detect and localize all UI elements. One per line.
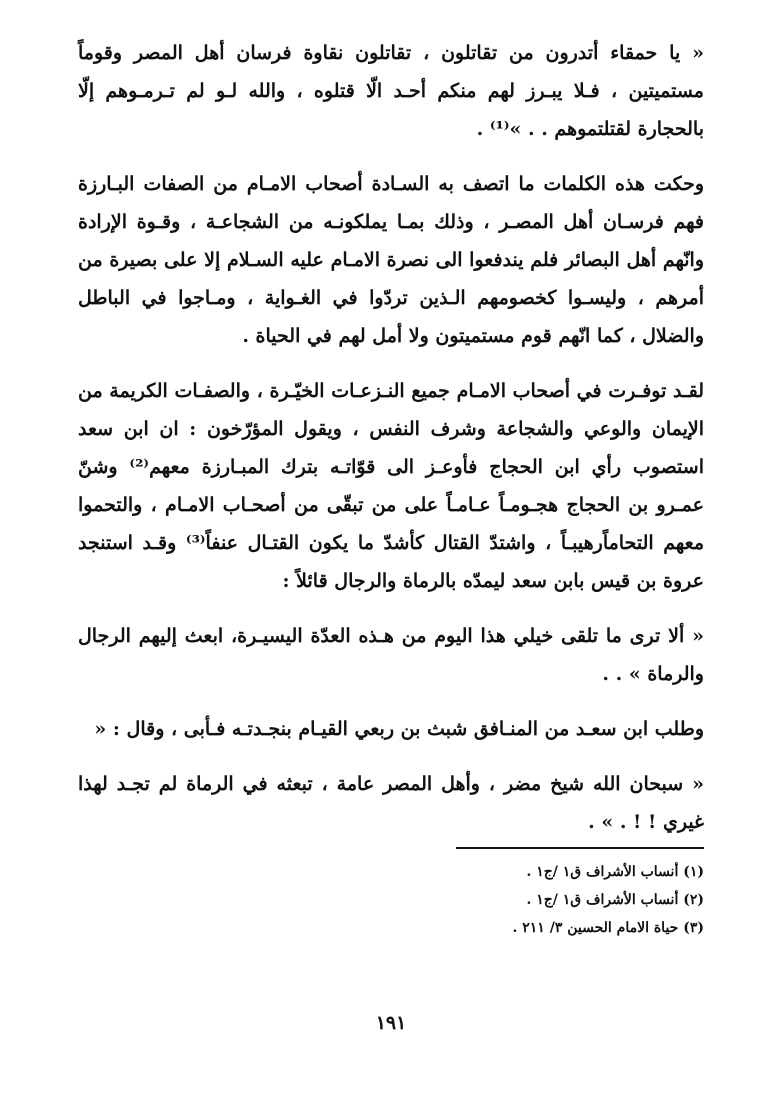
quote-paragraph-4: « ألا ترى ما تلقى خيلي هذا اليوم من هـذه العدّة اليسيـرة، ابعث إليهم الرجال والرماة » . . <box>78 625 704 685</box>
paragraph-2: وحكت هذه الكلمات ما اتصف به السـادة أصحاب الامـام من الصفات البـارزة فهم فرسـان أهل المصـر ، وذلك بمـا يملكونـه من الشجاعـة ، وقـوة الإرادة وانّهم أهل البصائر فلم يندفعوا الى نصرة الامـام عليه السـلام إلا على بصيرة من أمرهم ، وليسـوا كخصومهم الـذين تردّوا في الغـواية ، ومـاجوا في الباطل والضلال ، كما انّهم قوم مستميتون ولا أمل لهم في الحياة . <box>78 173 705 347</box>
footnote-1: (١) أنساب الأشراف ق١ /ج١ . <box>526 864 704 880</box>
footnote-3: (٣) حياة الامام الحسين ٣/ ٢١١ . <box>512 920 704 936</box>
quote-paragraph-1: « يا حمقاء أتدرون من تقاتلون ، تقاتلون نقاوة فرسان أهل المصر وقوماً مستميتين ، فـلا يبـرز لهم منكم أحـد الّا قتلوه ، والله لـو لم تـرمـوهم إلّا بالحجارة لقتلتموهم . . »⁽¹⁾ . <box>78 42 704 140</box>
footnotes <box>284 858 704 942</box>
footnote-2: (٢) أنساب الأشراف ق١ /ج١ . <box>526 892 704 908</box>
paragraph-3: لقـد توفـرت في أصحاب الامـام جميع النـزعـات الخيّـرة ، والصفـات الكريمة من الإيمان والوعي والشجاعة وشرف النفس ، ويقول المؤرّخون : ان ابن سعد استصوب رأي ابن الحجاج فأوعـز الى قوّاتـه بترك المبـارزة معهم⁽²⁾ وشنّ عمـرو بن الحجاج هجـومـاً عـامـاً على من تبقّى من أصحـاب الامـام ، والتحموا معهم التحاماًرهيبـاً ، واشتدّ القتال كأشدّ ما يكون القتـال عنفاً⁽³⁾ وقـد استنجد عروة بن قيس بابن سعد ليمدّه بالرماة والرجال قائلاً : <box>78 380 704 592</box>
quote-paragraph-6: « سبحان الله شيخ مضر ، وأهل المصر عامة ، تبعثه في الرماة لم تجـد لهذا غيري ! ! . » . <box>78 773 704 833</box>
page-number: ١٩١ <box>375 1012 407 1034</box>
body-text <box>78 34 704 858</box>
paragraph-5: وطلب ابن سعـد من المنـافق شبث بن ربعي القيـام بنجـدتـه فـأبى ، وقال : « <box>94 718 704 740</box>
footnote-divider <box>456 847 704 849</box>
